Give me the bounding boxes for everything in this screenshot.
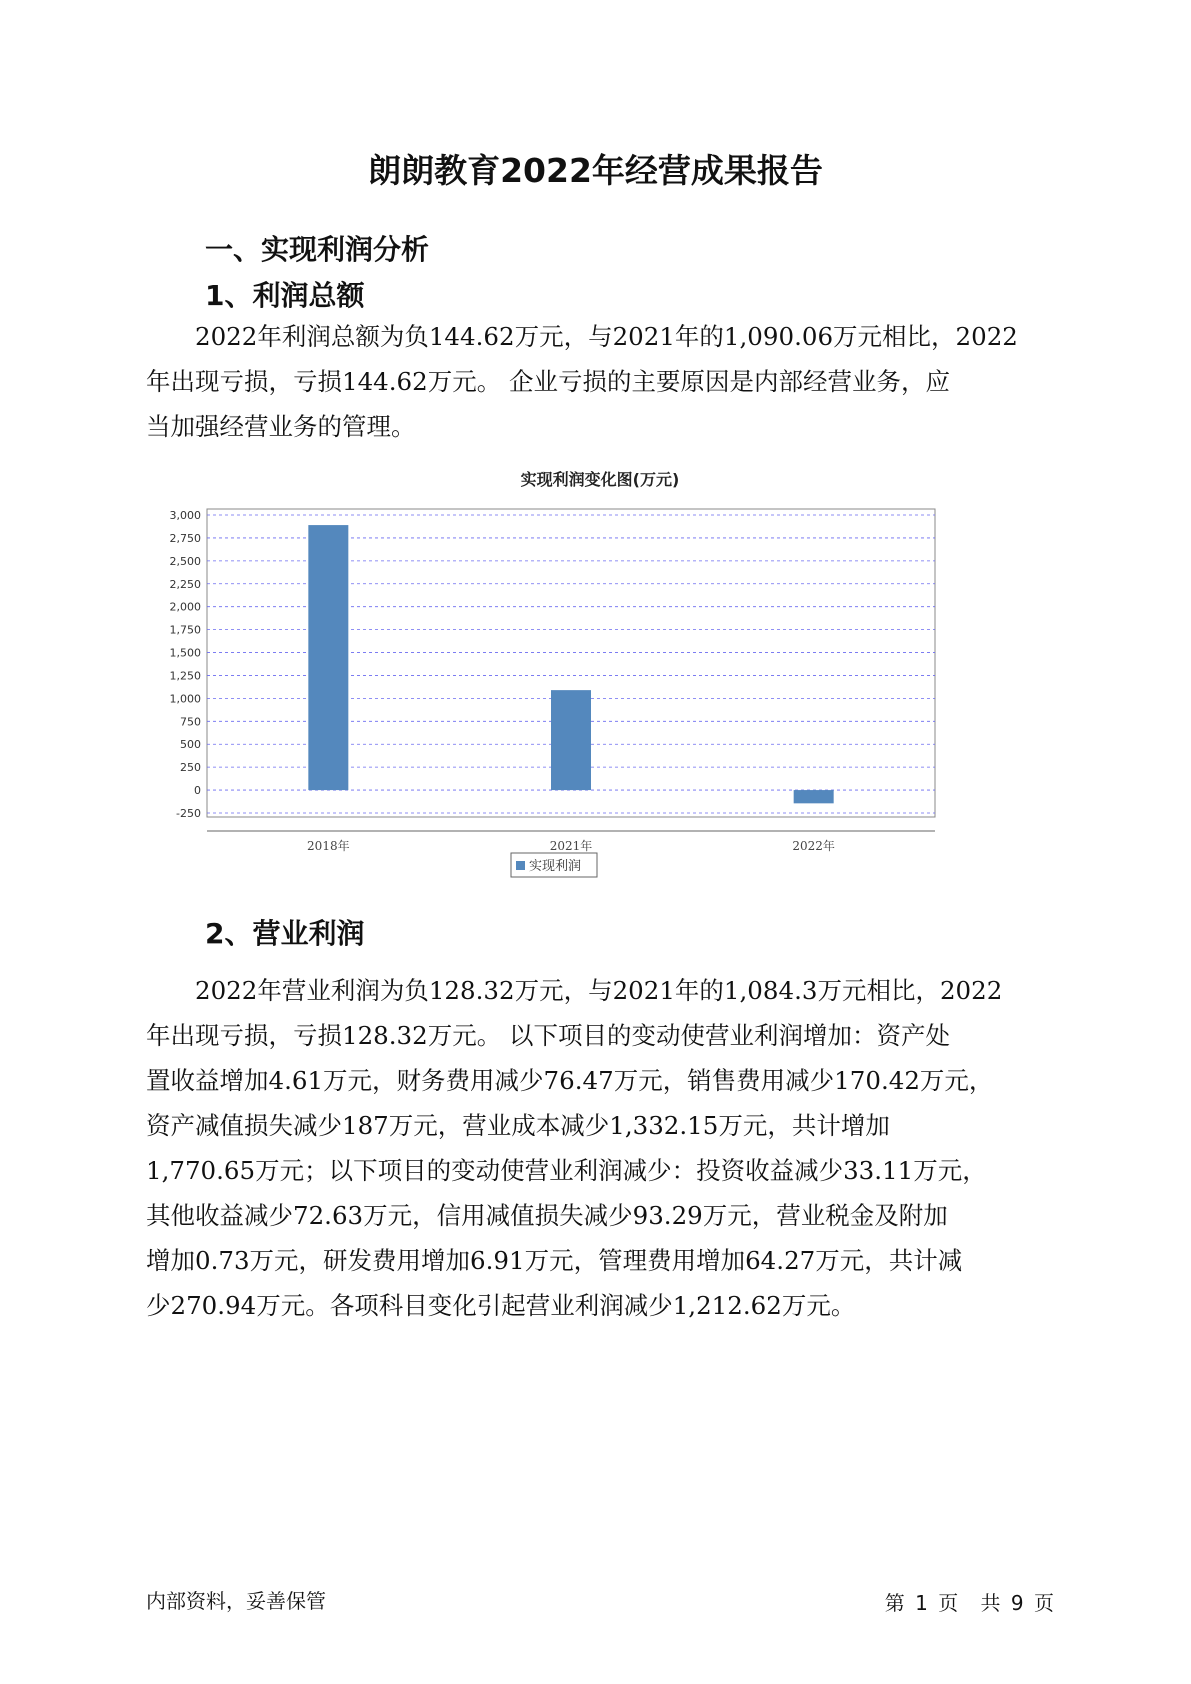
y-tick-label: 750 (180, 715, 201, 729)
total-unit: 页 (1034, 1591, 1054, 1615)
legend-swatch (516, 861, 525, 870)
legend-label: 实现利润 (529, 859, 582, 874)
y-tick-label: 500 (180, 738, 201, 752)
subsection-heading-profit: 1、利润总额 (205, 279, 365, 312)
paragraph-line: 资产减值损失减少187万元，营业成本减少1,332.15万元，共计增加 (146, 1111, 890, 1140)
y-tick-label: 250 (180, 761, 201, 775)
paragraph-total-profit (146, 314, 1066, 449)
total-label: 共 (980, 1591, 1001, 1615)
x-tick-label: 2018年 (307, 839, 350, 853)
paragraph-line: 其他收益减少72.63万元，信用减值损失减少93.29万元，营业税金及附加 (146, 1201, 948, 1230)
y-tick-label: -250 (176, 807, 201, 820)
page-title: 朗朗教育2022年经营成果报告 (368, 151, 823, 190)
chart-title: 实现利润变化图(万元) (520, 470, 680, 489)
paragraph-line: 增加0.73万元，研发费用增加6.91万元，管理费用增加64.27万元，共计减 (146, 1246, 963, 1275)
profit-bar-chart (155, 470, 1015, 955)
y-tick-label: 1,000 (169, 692, 201, 706)
x-tick-label: 2022年 (792, 839, 835, 853)
x-tick-label: 2021年 (549, 839, 593, 853)
paragraph-line: 1,770.65万元；以下项目的变动使营业利润减少：投资收益减少33.11万元， (146, 1156, 987, 1185)
paragraph-line: 年出现亏损，亏损144.62万元。 企业亏损的主要原因是内部经营业务，应 (146, 367, 951, 396)
paragraph-operating-profit (146, 968, 1066, 1328)
y-tick-label: 0 (194, 784, 201, 798)
section-heading: 一、实现利润分析 (205, 233, 430, 266)
y-tick-label: 1,750 (169, 623, 201, 637)
total-pages: 9 (1010, 1591, 1024, 1615)
page-label: 第 (884, 1591, 905, 1615)
y-tick-label: 2,250 (169, 577, 201, 591)
y-tick-label: 2,500 (169, 554, 201, 568)
page-unit: 页 (938, 1591, 959, 1615)
page-number: 1 (915, 1591, 928, 1615)
y-tick-label: 3,000 (169, 509, 201, 522)
y-tick-label: 1,500 (169, 646, 201, 660)
bar (794, 790, 834, 803)
subsection-heading-operating-profit: 2、营业利润 (205, 917, 365, 950)
paragraph-line: 2022年利润总额为负144.62万元，与2021年的1,090.06万元相比，2022 (195, 322, 1018, 351)
bar (308, 525, 348, 790)
y-tick-label: 2,750 (169, 531, 201, 545)
paragraph-line: 置收益增加4.61万元，财务费用减少76.47万元，销售费用减少170.42万元， (146, 1066, 994, 1095)
paragraph-line: 当加强经营业务的管理。 (146, 412, 416, 441)
paragraph-line: 少270.94万元。各项科目变化引起营业利润减少1,212.62万元。 (146, 1291, 856, 1320)
y-tick-label: 2,000 (169, 600, 201, 614)
paragraph-line: 年出现亏损，亏损128.32万元。 以下项目的变动使营业利润增加：资产处 (146, 1021, 951, 1050)
y-tick-label: 1,250 (169, 669, 201, 683)
paragraph-line: 2022年营业利润为负128.32万元，与2021年的1,084.3万元相比，2022 (195, 976, 1003, 1005)
footer-confidential-note: 内部资料，妥善保管 (146, 1589, 326, 1613)
bar (551, 690, 591, 790)
footer-page-indicator (881, 1587, 1054, 1616)
